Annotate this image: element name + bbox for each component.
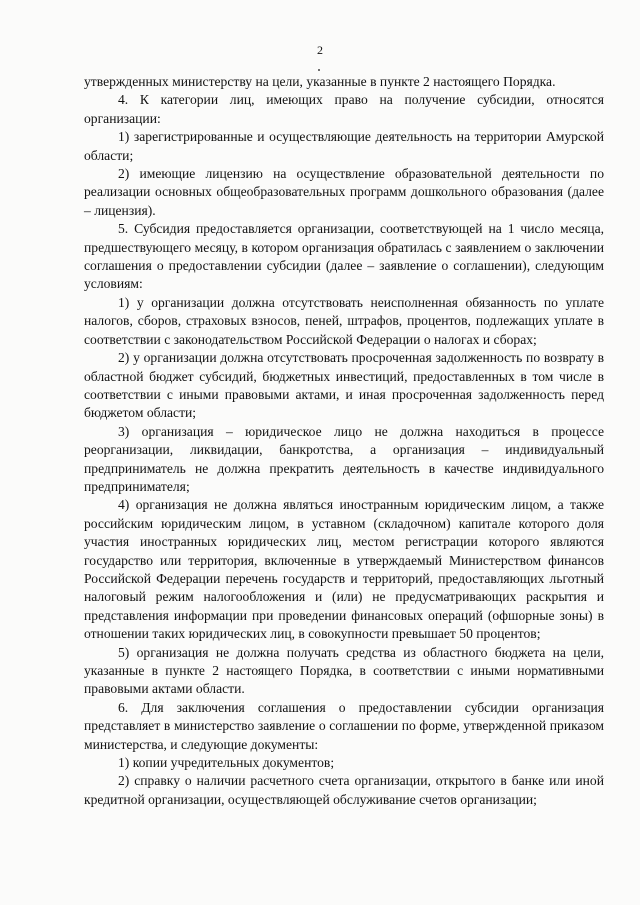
paragraph: 4) организация не должна являться иностранным юридическим лицом, а также российским юридическим лицом, в уставном (складочном) капитале которого доля участия иностранных юридических лиц, местом регистрации которого являются государство или территория, включенные в утверждаемый Министерством финансов Российской Федерации перечень государств и территорий, предоставляющих льготный налоговый режим налогообложения и (или) не предусматривающих раскрытия и представления информации при проведении финансовых операций (офшорные зоны) в отношении таких юридических лиц, в совокупности превышает 50 процентов;: [84, 497, 604, 642]
paragraph: 2) справку о наличии расчетного счета организации, открытого в банке или иной кредитной организации, осуществляющей обслуживание счетов организации;: [84, 773, 604, 807]
paragraph: 5. Субсидия предоставляется организации, соответствующей на 1 число месяца, предшествующего месяцу, в котором организация обратилась с заявлением о заключении соглашения о предоставлении субсидии (далее – заявление о соглашении), следующим условиям:: [84, 221, 604, 292]
paragraph: 4. К категории лиц, имеющих право на получение субсидии, относятся организации:: [84, 92, 604, 126]
paragraph: 2) имеющие лицензию на осуществление образовательной деятельности по реализации основных общеобразовательных программ дошкольного образования (далее – лицензия).: [84, 166, 604, 218]
paragraph: 1) зарегистрированные и осуществляющие деятельность на территории Амурской области;: [84, 129, 604, 163]
scan-mark: [318, 69, 320, 71]
paragraph: 6. Для заключения соглашения о предоставлении субсидии организация представляет в министерство заявление о соглашении по форме, утвержденной приказом министерства, и следующие документы:: [84, 699, 604, 752]
paragraph: 2) у организации должна отсутствовать просроченная задолженность по возврату в областной бюджет субсидий, бюджетных инвестиций, предоставленных в том числе в соответствии с иными правовыми актами, и иная просроченная задолженность перед бюджетом области;: [84, 350, 604, 421]
document-body: [84, 73, 604, 809]
paragraph: 5) организация не должна получать средства из областного бюджета на цели, указанные в пункте 2 настоящего Порядка, в соответствии с иными нормативными правовыми актами области.: [84, 644, 604, 697]
paragraph: утвержденных министерству на цели, указанные в пункте 2 настоящего Порядка.: [84, 74, 556, 89]
paragraph: 1) у организации должна отсутствовать неисполненная обязанность по уплате налогов, сборов, страховых взносов, пеней, штрафов, процентов, подлежащих уплате в соответствии с законодательством Российской Федерации о налогах и сборах;: [84, 294, 604, 347]
paragraph: 3) организация – юридическое лицо не должна находиться в процессе реорганизации, ликвидации, банкротства, а организация – индивидуальный предприниматель не должна прекратить деятельность в качестве индивидуального предпринимателя;: [84, 423, 604, 494]
paragraph: 1) копии учредительных документов;: [118, 755, 335, 771]
page-number: 2: [317, 43, 323, 57]
